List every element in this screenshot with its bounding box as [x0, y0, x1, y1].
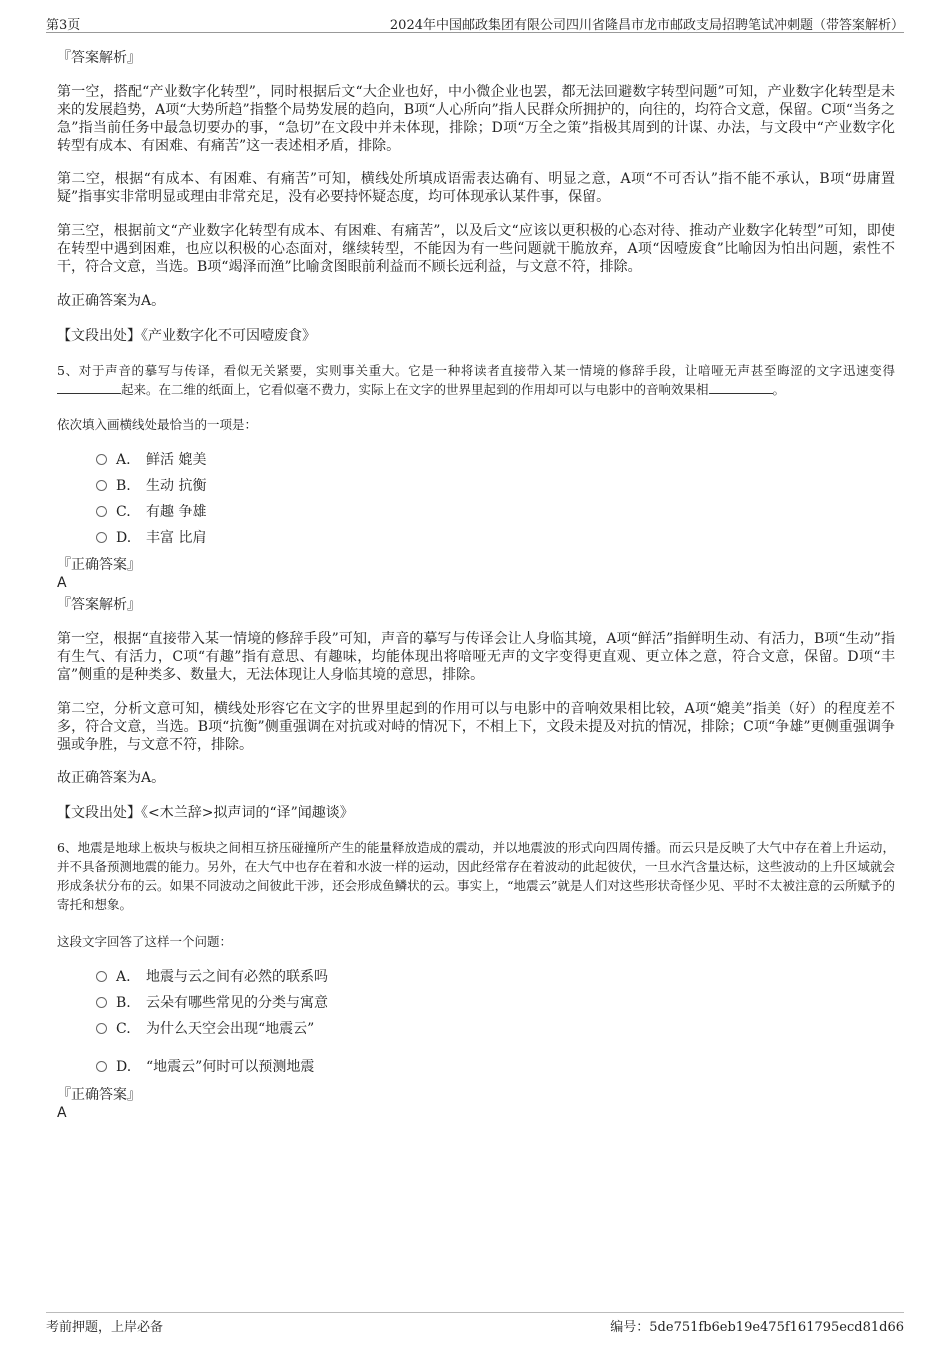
- q6-option-b[interactable]: B. 云朵有哪些常见的分类与寓意: [96, 993, 328, 1013]
- page-footer: [46, 1312, 904, 1335]
- radio-icon[interactable]: [96, 997, 107, 1008]
- q5-option-b[interactable]: B. 生动 抗衡: [96, 476, 206, 496]
- q5-stem: 5、对于声音的摹写与传译，看似无关紧要，实则事关重大。它是一种将读者直接带入某一情境的修辞手段，让喑哑无声甚至晦涩的文字迅速变得起来。在二维的纸面上，它看似毫不费力，实际上在文字的世界里起到的作用却可以与电影中的音响效果相 。: [57, 363, 895, 397]
- q5-correct-tag: 『正确答案』: [57, 557, 141, 573]
- q4-analysis-p2: 第二空，根据“有成本、有困难、有痛苦”可知，横线处所填成语需表达确有、明显之意，A项“不可否认”指不能不承认，B项“毋庸置疑”指事实非常明显或理由非常充足，没有必要持怀疑态度，均可体现承认某件事，保留。: [57, 171, 895, 205]
- q6-answer: A: [57, 1105, 67, 1121]
- q5-option-a[interactable]: A. 鲜活 媲美: [96, 450, 206, 470]
- blank-1: [57, 381, 121, 394]
- q5-conclusion: 故正确答案为A。: [57, 770, 166, 786]
- q5-source: 【文段出处】《<木兰辞>拟声词的“译”闻趣谈》: [57, 805, 354, 821]
- document-title: 2024年中国邮政集团有限公司四川省隆昌市龙市邮政支局招聘笔试冲刺题（带答案解析）: [389, 18, 904, 33]
- q6-option-c[interactable]: C. 为什么天空会出现“地震云”: [96, 1019, 314, 1039]
- q6-prompt: 这段文字回答了这样一个问题：: [57, 934, 233, 949]
- document-id: 编号：5de751fb6eb19e475f161795ecd81d66: [610, 1320, 904, 1335]
- q5-analysis-tag: 『答案解析』: [57, 597, 141, 613]
- q6-option-d[interactable]: D. “地震云”何时可以预测地震: [96, 1057, 314, 1077]
- blank-2: [709, 381, 773, 394]
- q5-answer: A: [57, 575, 67, 591]
- q4-analysis-p1: 第一空，搭配“产业数字化转型”，同时根据后文“大企业也好，中小微企业也罢，都无法回避数字转型问题”可知，产业数字化转型是未来的发展趋势，A项“大势所趋”指整个局势发展的趋向，B项“人心所向”指人民群众所拥护的，向往的，均符合文意，保留。C项“当务之急”指当前任务中最急切要办的事，“急切”在文段中并未体现，排除；D项“万全之策”指极其周到的计谋、办法，与文段中“产业数字化转型有成本、有困难、有痛苦”这一表述相矛盾，排除。: [57, 84, 895, 154]
- q5-option-d[interactable]: D. 丰富 比肩: [96, 528, 206, 548]
- radio-icon[interactable]: [96, 532, 107, 543]
- page-header: [46, 14, 904, 33]
- radio-icon[interactable]: [96, 971, 107, 982]
- footer-slogan: 考前押题，上岸必备: [46, 1320, 164, 1335]
- page-number: 第3页: [46, 18, 81, 33]
- q6-stem: 6、地震是地球上板块与板块之间相互挤压碰撞所产生的能量释放造成的震动，并以地震波的形式向四周传播。而云只是反映了大气中存在着上升运动，并不具备预测地震的能力。另外，在大气中也存在着和水波一样的运动，因此经常存在着波动的此起彼伏，一旦水汽含量达标，这些波动的上升区域就会形成条状分布的云。如果不同波动之间彼此干涉，还会形成鱼鳞状的云。事实上，“地震云”就是人们对这些形状奇怪少见、平时不太被注意的云所赋予的寄托和想象。: [57, 840, 895, 912]
- radio-icon[interactable]: [96, 1023, 107, 1034]
- q5-option-c[interactable]: C. 有趣 争雄: [96, 502, 206, 522]
- q5-analysis-p2: 第二空，分析文意可知，横线处形容它在文字的世界里起到的作用可以与电影中的音响效果相比较，A项“媲美”指美（好）的程度差不多，符合文意，当选。B项“抗衡”侧重强调在对抗或对峙的情况下，不相上下，文段未提及对抗的情况，排除；C项“争雄”更侧重强调争强或争胜，与文意不符，排除。: [57, 701, 895, 753]
- radio-icon[interactable]: [96, 454, 107, 465]
- q4-analysis-tag: 『答案解析』: [57, 50, 141, 66]
- radio-icon[interactable]: [96, 480, 107, 491]
- q4-conclusion: 故正确答案为A。: [57, 293, 166, 309]
- q4-source: 【文段出处】《产业数字化不可因噎废食》: [57, 328, 316, 344]
- q5-analysis-p1: 第一空，根据“直接带入某一情境的修辞手段”可知，声音的摹写与传译会让人身临其境，A项“鲜活”指鲜明生动、有活力，B项“生动”指有生气、有活力，C项“有趣”指有意思、有趣味，均能体现出将喑哑无声的文字变得更直观、更立体之意，符合文意，保留。D项“丰富”侧重的是种类多、数量大，无法体现让人身临其境的意思，排除。: [57, 631, 895, 683]
- q4-analysis-p3: 第三空，根据前文“产业数字化转型有成本、有困难、有痛苦”，以及后文“应该以更积极的心态对待、推动产业数字化转型”可知，即使在转型中遇到困难，也应以积极的心态面对，继续转型，不能因为有一些问题就干脆放弃，A项“因噎废食”比喻因为怕出问题，索性不干，符合文意，当选。B项“竭泽而渔”比喻贪图眼前利益而不顾长远利益，与文意不符，排除。: [57, 223, 895, 275]
- q6-correct-tag: 『正确答案』: [57, 1087, 141, 1103]
- q5-prompt: 依次填入画横线处最恰当的一项是：: [57, 417, 258, 432]
- radio-icon[interactable]: [96, 1061, 107, 1072]
- radio-icon[interactable]: [96, 506, 107, 517]
- q6-option-a[interactable]: A. 地震与云之间有必然的联系吗: [96, 967, 328, 987]
